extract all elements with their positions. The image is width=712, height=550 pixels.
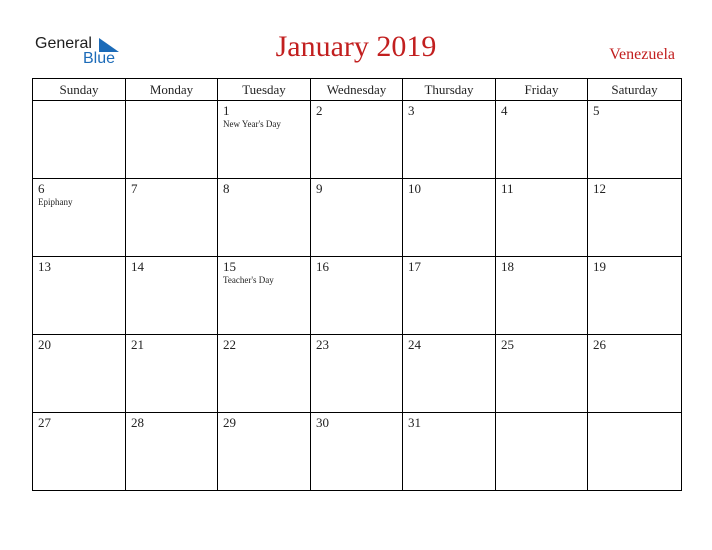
day-number: 14 bbox=[131, 259, 144, 274]
day-cell bbox=[218, 335, 311, 413]
day-cell bbox=[126, 335, 218, 413]
day-cell bbox=[33, 101, 126, 179]
day-number bbox=[496, 413, 587, 415]
day-number: 9 bbox=[316, 181, 323, 196]
day-number: 11 bbox=[501, 181, 514, 196]
logo-blue-text: Blue bbox=[83, 50, 116, 67]
day-number bbox=[33, 101, 125, 103]
day-number: 19 bbox=[593, 259, 606, 274]
day-cell bbox=[496, 101, 588, 179]
day-number: 12 bbox=[593, 181, 606, 196]
day-cell bbox=[126, 101, 218, 179]
day-cell bbox=[218, 101, 311, 179]
weekday-header: Thursday bbox=[403, 79, 496, 101]
day-cell bbox=[403, 101, 496, 179]
day-number: 31 bbox=[408, 415, 421, 430]
week-row bbox=[33, 413, 682, 491]
logo-general-text: General bbox=[35, 35, 92, 52]
day-cell bbox=[33, 335, 126, 413]
day-number: 28 bbox=[131, 415, 144, 430]
day-cell bbox=[496, 257, 588, 335]
day-number: 24 bbox=[408, 337, 421, 352]
week-row bbox=[33, 335, 682, 413]
day-number: 15 bbox=[223, 259, 236, 274]
day-number: 1 bbox=[223, 103, 230, 118]
day-cell bbox=[311, 257, 403, 335]
day-cell bbox=[126, 413, 218, 491]
week-row bbox=[33, 179, 682, 257]
day-cell bbox=[218, 257, 311, 335]
day-number: 27 bbox=[38, 415, 51, 430]
day-number: 8 bbox=[223, 181, 230, 196]
day-cell bbox=[218, 413, 311, 491]
weekday-header: Friday bbox=[496, 79, 588, 101]
day-number: 26 bbox=[593, 337, 606, 352]
day-cell bbox=[588, 413, 682, 491]
day-number bbox=[588, 413, 681, 415]
week-row bbox=[33, 101, 682, 179]
day-cell bbox=[218, 179, 311, 257]
holiday-label: Epiphany bbox=[38, 197, 73, 207]
day-number: 20 bbox=[38, 337, 51, 352]
country-label: Venezuela bbox=[609, 46, 675, 63]
day-number: 25 bbox=[501, 337, 514, 352]
day-cell bbox=[496, 413, 588, 491]
day-cell bbox=[588, 179, 682, 257]
page-title: January 2019 bbox=[275, 30, 437, 63]
day-cell bbox=[588, 257, 682, 335]
day-number: 16 bbox=[316, 259, 329, 274]
day-cell bbox=[311, 413, 403, 491]
day-cell bbox=[496, 335, 588, 413]
day-number: 4 bbox=[501, 103, 508, 118]
weekday-header-row bbox=[33, 79, 682, 101]
day-cell bbox=[311, 101, 403, 179]
day-cell bbox=[588, 335, 682, 413]
day-number bbox=[126, 101, 217, 103]
day-cell bbox=[496, 179, 588, 257]
weekday-header: Wednesday bbox=[311, 79, 403, 101]
day-number: 2 bbox=[316, 103, 323, 118]
day-number: 23 bbox=[316, 337, 329, 352]
week-row bbox=[33, 257, 682, 335]
weekday-header: Monday bbox=[126, 79, 218, 101]
day-cell bbox=[311, 335, 403, 413]
day-number: 22 bbox=[223, 337, 236, 352]
weekday-header: Sunday bbox=[33, 79, 126, 101]
day-cell bbox=[403, 179, 496, 257]
day-cell bbox=[33, 257, 126, 335]
day-number: 29 bbox=[223, 415, 236, 430]
day-cell bbox=[33, 413, 126, 491]
holiday-label: Teacher's Day bbox=[223, 275, 274, 285]
day-cell bbox=[403, 335, 496, 413]
day-number: 3 bbox=[408, 103, 415, 118]
day-cell bbox=[588, 101, 682, 179]
day-number: 13 bbox=[38, 259, 51, 274]
day-cell bbox=[33, 179, 126, 257]
day-number: 5 bbox=[593, 103, 600, 118]
day-number: 21 bbox=[131, 337, 144, 352]
day-number: 6 bbox=[38, 181, 45, 196]
weekday-header: Saturday bbox=[588, 79, 682, 101]
day-cell bbox=[126, 257, 218, 335]
day-number: 18 bbox=[501, 259, 514, 274]
day-number: 17 bbox=[408, 259, 421, 274]
holiday-label: New Year's Day bbox=[223, 119, 281, 129]
day-cell bbox=[311, 179, 403, 257]
day-number: 10 bbox=[408, 181, 421, 196]
day-cell bbox=[403, 257, 496, 335]
day-number: 7 bbox=[131, 181, 138, 196]
day-number: 30 bbox=[316, 415, 329, 430]
day-cell bbox=[126, 179, 218, 257]
calendar-grid bbox=[32, 78, 682, 491]
day-cell bbox=[403, 413, 496, 491]
weekday-header: Tuesday bbox=[218, 79, 311, 101]
